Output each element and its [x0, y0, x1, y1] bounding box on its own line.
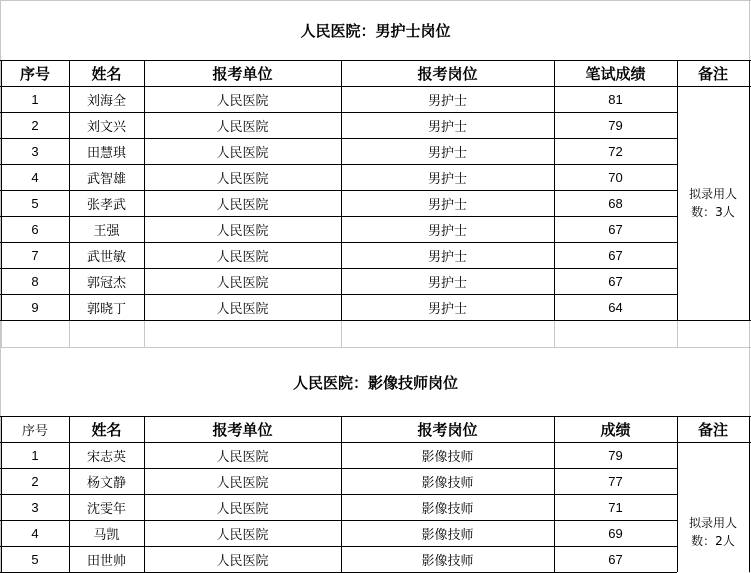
- remark-cell: 拟录用人数：3人: [688, 187, 737, 219]
- unit-cell: 人民医院: [216, 475, 269, 491]
- grid-line: [341, 320, 342, 347]
- name-cell: 刘海全: [86, 93, 126, 109]
- table-title: 人民医院：影像技师岗位: [292, 373, 458, 392]
- score-cell: 69: [608, 525, 623, 541]
- name-cell: 武世敏: [86, 249, 126, 265]
- position-cell: 男护士: [427, 93, 467, 109]
- grid-line: [0, 320, 677, 321]
- position-cell: 男护士: [427, 249, 467, 265]
- row-index: 2: [31, 117, 39, 133]
- unit-cell: 人民医院: [216, 301, 269, 317]
- name-cell: 杨文静: [86, 475, 126, 491]
- position-cell: 男护士: [427, 145, 467, 161]
- position-cell: 男护士: [427, 197, 467, 213]
- score-cell: 81: [608, 91, 623, 107]
- score-cell: 70: [608, 169, 623, 185]
- name-cell: 沈雯年: [86, 501, 126, 517]
- name-cell: 田慧琪: [86, 145, 126, 161]
- grid-line: [677, 320, 678, 347]
- grid-line: [144, 320, 145, 347]
- grid-line: [677, 320, 751, 321]
- score-cell: 67: [608, 273, 623, 289]
- remark-cell: 拟录用人数：2人: [688, 516, 737, 548]
- column-header: 报考单位: [212, 420, 273, 439]
- column-header: 报考单位: [212, 64, 273, 83]
- row-index: 2: [31, 473, 39, 489]
- position-cell: 男护士: [427, 119, 467, 135]
- position-cell: 影像技师: [421, 553, 474, 569]
- name-cell: 田世帅: [86, 553, 126, 569]
- position-cell: 影像技师: [421, 501, 474, 517]
- grid-line: [749, 60, 750, 320]
- score-cell: 79: [608, 447, 623, 463]
- score-cell: 67: [608, 247, 623, 263]
- grid-line: [69, 320, 70, 347]
- column-header: 备注: [697, 420, 728, 439]
- column-header: 序号: [21, 423, 48, 439]
- column-header: 笔试成绩: [585, 64, 646, 83]
- row-index: 5: [31, 195, 39, 211]
- score-cell: 67: [608, 221, 623, 237]
- position-cell: 男护士: [427, 275, 467, 291]
- row-index: 5: [31, 551, 39, 567]
- row-index: 4: [31, 525, 39, 541]
- name-cell: 王强: [93, 223, 120, 239]
- row-index: 7: [31, 247, 39, 263]
- unit-cell: 人民医院: [216, 93, 269, 109]
- grid-line: [749, 416, 750, 572]
- score-cell: 68: [608, 195, 623, 211]
- column-header: 姓名: [91, 420, 122, 439]
- position-cell: 影像技师: [421, 475, 474, 491]
- unit-cell: 人民医院: [216, 553, 269, 569]
- unit-cell: 人民医院: [216, 223, 269, 239]
- column-header: 备注: [697, 64, 728, 83]
- column-header: 报考岗位: [417, 420, 478, 439]
- grid-line: [749, 320, 750, 347]
- unit-cell: 人民医院: [216, 501, 269, 517]
- row-index: 9: [31, 299, 39, 315]
- row-index: 1: [31, 447, 39, 463]
- row-index: 3: [31, 143, 39, 159]
- position-cell: 男护士: [427, 171, 467, 187]
- column-header: 姓名: [91, 64, 122, 83]
- row-index: 6: [31, 221, 39, 237]
- name-cell: 郭冠杰: [86, 275, 126, 291]
- table-title: 人民医院：男护士岗位: [300, 21, 451, 40]
- score-cell: 67: [608, 551, 623, 567]
- score-cell: 72: [608, 143, 623, 159]
- row-index: 3: [31, 499, 39, 515]
- grid-line: [1, 320, 2, 347]
- name-cell: 宋志英: [86, 449, 126, 465]
- grid-line: [554, 320, 555, 347]
- row-index: 1: [31, 91, 39, 107]
- column-header: 成绩: [600, 420, 631, 439]
- score-cell: 79: [608, 117, 623, 133]
- name-cell: 马凯: [93, 527, 120, 543]
- unit-cell: 人民医院: [216, 275, 269, 291]
- position-cell: 影像技师: [421, 449, 474, 465]
- position-cell: 男护士: [427, 223, 467, 239]
- position-cell: 男护士: [427, 301, 467, 317]
- name-cell: 武智雄: [86, 171, 126, 187]
- row-index: 8: [31, 273, 39, 289]
- position-cell: 影像技师: [421, 527, 474, 543]
- unit-cell: 人民医院: [216, 119, 269, 135]
- column-header: 报考岗位: [417, 64, 478, 83]
- unit-cell: 人民医院: [216, 171, 269, 187]
- score-cell: 64: [608, 299, 623, 315]
- score-cell: 77: [608, 473, 623, 489]
- unit-cell: 人民医院: [216, 145, 269, 161]
- score-cell: 71: [608, 499, 623, 515]
- name-cell: 郭晓丁: [86, 301, 126, 317]
- unit-cell: 人民医院: [216, 449, 269, 465]
- row-index: 4: [31, 169, 39, 185]
- unit-cell: 人民医院: [216, 249, 269, 265]
- column-header: 序号: [19, 64, 50, 83]
- unit-cell: 人民医院: [216, 527, 269, 543]
- name-cell: 刘文兴: [86, 119, 126, 135]
- name-cell: 张孝武: [86, 197, 126, 213]
- unit-cell: 人民医院: [216, 197, 269, 213]
